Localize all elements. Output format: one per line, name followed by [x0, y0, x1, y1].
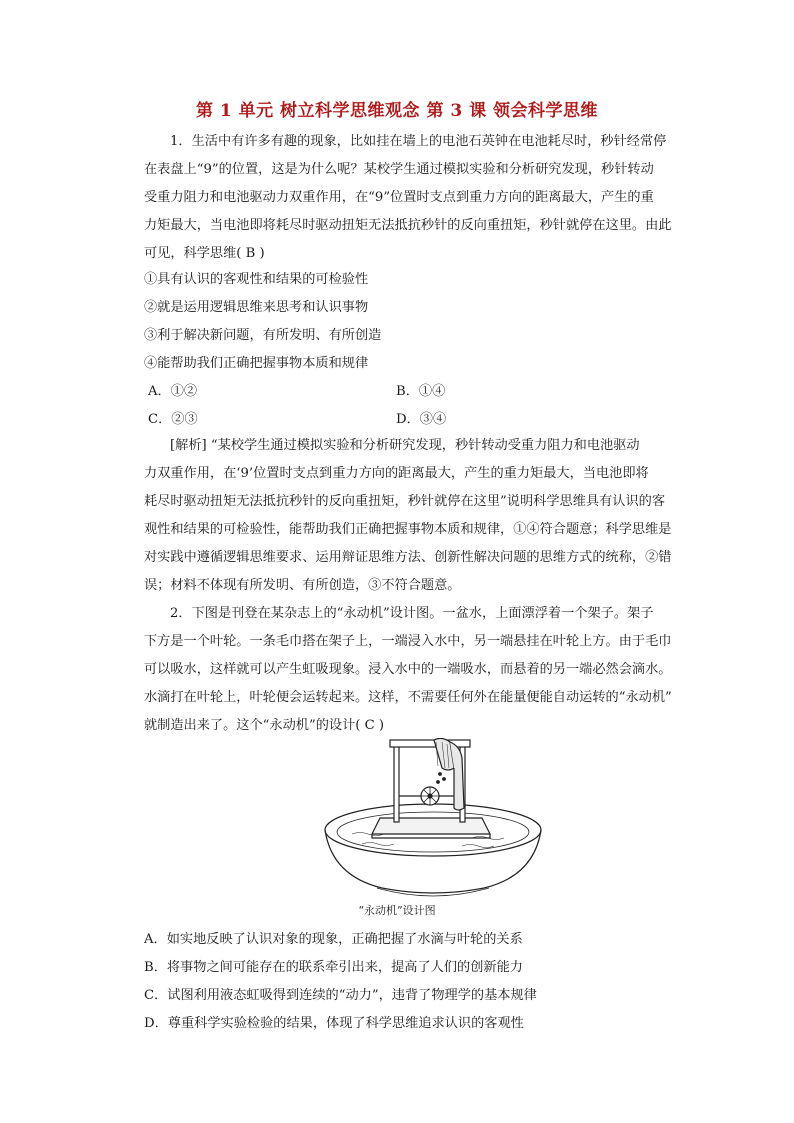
question-2-line: 2．下图是刊登在某杂志上的“永动机”设计图。一盆水，上面漂浮着一个架子。架子: [170, 606, 654, 621]
statement-3: ③利于解决新问题，有所发明、有所创造: [144, 328, 382, 343]
q2-option-a: A．如实地反映了认识对象的现象，正确把握了水滴与叶轮的关系: [144, 932, 523, 947]
q1-option-c: C．②③: [148, 412, 198, 427]
q1-option-d: D．③④: [396, 412, 447, 427]
water-drop: [443, 778, 446, 781]
impeller-hub: [428, 794, 432, 798]
floating-platform: [372, 818, 490, 834]
q1-option-b: B．①④: [396, 384, 446, 399]
question-1-analysis: [144, 432, 672, 600]
water-ripple: [462, 845, 494, 848]
statement-2: ②就是运用逻辑思维来思考和认识事物: [144, 300, 369, 315]
figure-caption: “永动机”设计图: [358, 904, 436, 917]
question-1-line: 可见，科学思维( B ): [144, 246, 265, 261]
question-1-line: 力矩最大，当电池即将耗尽时驱动扭矩无法抵抗秒针的反向重扭矩，秒针就停在这里。由此: [144, 218, 672, 233]
analysis-line: 耗尽时驱动扭矩无法抵抗秒针的反向重扭矩，秒针就停在这里”说明科学思维具有认识的客: [144, 494, 666, 509]
q2-option-d: D．尊重科学实验检验的结果，体现了科学思维追求认识的客观性: [144, 1016, 524, 1031]
question-2-line: 就制造出来了。这个“永动机”的设计( C ): [144, 718, 385, 733]
question-2-stem: [144, 600, 672, 740]
question-1-line: 1．生活中有许多有趣的现象，比如挂在墙上的电池石英钟在电池耗尽时，秒针经常停: [170, 134, 667, 149]
question-1-stem: [144, 128, 672, 268]
page-title: 第 1 单元 树立科学思维观念 第 3 课 领会科学思维: [195, 101, 599, 121]
question-2-line: 水滴打在叶轮上，叶轮便会运转起来。这样，不需要任何外在能量便能自动运转的“永动机”: [144, 690, 672, 705]
analysis-line: 观性和结果的可检验性，能帮助我们正确把握事物本质和规律，①④符合题意；科学思维是: [144, 522, 672, 537]
question-2-line: 下方是一个叶轮。一条毛巾搭在架子上，一端浸入水中，另一端悬挂在叶轮上方。由于毛巾: [144, 634, 672, 649]
basin-body: [325, 830, 541, 893]
question-1-line: 在表盘上“9”的位置，这是为什么呢？某校学生通过模拟实验和分析研究发现，秒针转动: [144, 162, 654, 177]
water-drop: [439, 773, 442, 776]
frame-left-post: [394, 744, 399, 822]
water-ripple: [362, 843, 394, 846]
water-drop: [437, 781, 440, 784]
analysis-line: [解析] “某校学生通过模拟实验和分析研究发现，秒针转动受重力阻力和电池驱动: [170, 438, 640, 453]
analysis-line: 误；材料不体现有所发明、有所创造，③不符合题意。: [144, 578, 461, 593]
q2-option-c: C．试图利用液态虹吸得到连续的“动力”，违背了物理学的基本规律: [144, 988, 537, 1003]
q2-option-b: B．将事物之间可能存在的联系牵引出来，提高了人们的创新能力: [144, 960, 523, 975]
frame-top-beam: [390, 740, 470, 747]
analysis-line: 对实践中遵循逻辑思维要求、运用辩证思维方法、创新性解决问题的思维方式的统称，②错: [144, 550, 672, 565]
q1-option-a: A．①②: [148, 384, 198, 399]
analysis-line: 力双重作用，在‘9’位置时支点到重力方向的距离最大，产生的重力矩最大，当电池即将: [144, 466, 649, 481]
basin-base: [377, 888, 489, 896]
question-2-line: 可以吸水，这样就可以产生虹吸现象。浸入水中的一端吸水，而悬着的另一端必然会滴水。: [144, 662, 672, 677]
statement-4: ④能帮助我们正确把握事物本质和规律: [144, 356, 369, 371]
statement-1: ①具有认识的客观性和结果的可检验性: [144, 272, 369, 287]
question-1-line: 受重力阻力和电池驱动力双重作用，在“9”位置时支点到重力方向的距离最大，产生的重: [144, 190, 654, 205]
perpetual-motion-machine-figure: [322, 738, 544, 902]
